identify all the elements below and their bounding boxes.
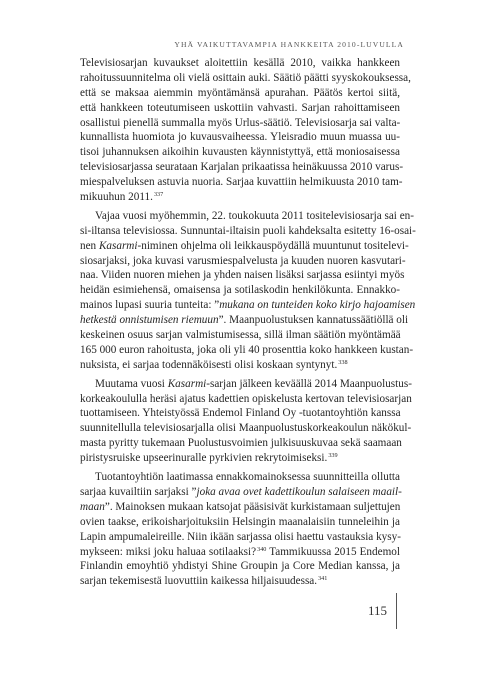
- text-line: [80, 116, 400, 131]
- text-line: [80, 239, 409, 254]
- text-run: ”. Maanpuolustuksen kannatussäätiöllä oli: [218, 314, 409, 327]
- text-line: [80, 175, 403, 190]
- text-run: tisoi juhannuksen aikoihin kuvausten käynnistyttyä, että moniosaisessa: [80, 146, 400, 159]
- text-line: [80, 392, 412, 407]
- text-line: [80, 268, 405, 283]
- text-line: [80, 145, 400, 160]
- text-run: että se maksaa aiemmin myöntämänsä apurahan. Päätös kertoi siitä,: [80, 86, 400, 99]
- text-run: Televisiosarjan kuvaukset aloitettiin kesällä 2010, vaikka hankkeen: [80, 57, 400, 69]
- text-run: korkeakoululla heräsi ajatus kadettien opiskelusta kertovan televisiosarjan: [80, 392, 412, 405]
- paragraph: [80, 470, 400, 589]
- italic-run: joka avaa ovet kadettikoulun salaiseen maail-: [196, 485, 402, 498]
- footnote-ref: 339: [328, 452, 338, 460]
- text-run: osallistui pienellä summalla myös Urlus-säätiö. Televisiosarja sai valta-: [80, 116, 401, 129]
- text-line: [80, 71, 411, 86]
- text-line: [80, 101, 400, 116]
- text-run: ”. Mainoksen mukaan katsojat pääsisivät kurkistamaan suljettujen: [104, 500, 401, 513]
- text-line: [80, 209, 414, 224]
- text-run: Finlandin emoyhtiö yhdistyi Shine Groupin ja Core Median kanssa, ja: [80, 560, 400, 573]
- text-run: sarjaa kuvailtiin sarjaksi ”: [80, 485, 197, 498]
- text-line: [80, 530, 400, 545]
- paragraph: [80, 56, 411, 205]
- text-run: suunnitellulla televisiosarjalla olisi Maanpuolustuskorkeakoulun näkökul-: [80, 422, 412, 435]
- text-line: [80, 358, 400, 373]
- text-line: [80, 377, 412, 392]
- italic-run: maan: [80, 500, 105, 513]
- text-run: siosarjaksi, joka kuvasi varusmiespalvelusta ja kuuden nuoren kasvutari-: [80, 254, 406, 267]
- text-line: [80, 190, 400, 205]
- text-run: piristysruiske upseerinuralle pyrkivien rekrytoimiseksi.: [80, 452, 328, 465]
- text-run: Tuotantoyhtiön laatimassa ennakkomainoksessa suunnitteilla ollutta: [95, 471, 400, 484]
- text-line: [80, 515, 400, 530]
- text-line: [80, 470, 400, 485]
- text-line: [80, 451, 400, 466]
- text-run: masta pyritty tukemaan Puolustusvoimien julkisuuskuvaa sekä saamaan: [80, 437, 402, 450]
- text-run: mainos lupasi suuria tunteita: ”: [80, 299, 220, 312]
- italic-run: hetkestä onnistumisen riemuun: [80, 314, 219, 327]
- text-line: [80, 500, 400, 515]
- page-number: 115: [368, 603, 388, 618]
- text-run: Tammikuussa 2015 Endemol: [266, 545, 400, 558]
- text-run: mykseen: miksi joku haluaa sotilaaksi?: [80, 545, 257, 558]
- text-run: nuksista, ei sarjaa todennäköisesti olisi koskaan syntynyt.: [80, 358, 338, 371]
- text-line: [80, 56, 400, 71]
- footnote-ref: 340: [257, 545, 267, 553]
- text-run: -sarjan jälkeen keväällä 2014 Maanpuolustus-: [206, 377, 412, 390]
- text-line: [80, 130, 400, 145]
- text-run: tuottamiseen. Yhteistyössä Endemol Finland Oy -tuotantoyhtiön kanssa: [80, 407, 401, 420]
- text-line: [80, 283, 400, 298]
- text-run: sarjan tekemisestä luovuttiin kaikessa hiljaisuudessa.: [80, 575, 318, 588]
- text-line: [80, 421, 412, 436]
- footnote-ref: 338: [338, 358, 348, 366]
- text-run: että hankkeen toteutumiseen uskottiin vahvasti. Sarjan rahoittamiseen: [80, 101, 400, 114]
- text-run: Lapin ampumaleireille. Niin ikään sarjassa olisi haettu vastauksia kysy-: [80, 530, 401, 543]
- text-run: naa. Viiden nuoren miehen ja yhden naisen lisäksi sarjassa esiintyi myös: [80, 269, 405, 282]
- italic-run: mukana on tunteiden koko kirjo hajoamisen: [219, 299, 416, 312]
- text-line: [80, 313, 409, 328]
- text-line: [80, 574, 400, 589]
- footnote-ref: 337: [153, 191, 164, 199]
- body-text: [80, 56, 416, 589]
- text-line: [80, 485, 400, 500]
- text-line: [80, 559, 400, 574]
- paragraph: [80, 209, 416, 373]
- italic-run: Kasarmi: [167, 377, 207, 390]
- text-line: [80, 328, 400, 343]
- text-run: televisiosarjassa seurataan Karjalan prikaatissa heinäkuussa 2010 varus-: [80, 161, 404, 174]
- text-line: [80, 160, 404, 175]
- footnote-ref: 341: [318, 575, 328, 583]
- text-run: Vajaa vuosi myöhemmin, 22. toukokuuta 2011 tositelevisiosarja sai en-: [95, 209, 414, 222]
- page-number-rule: [396, 593, 397, 629]
- text-run: miespalveluksen astuvia nuoria. Sarjaa kuvattiin helmikuusta 2010 tam-: [80, 176, 403, 189]
- text-run: 165 000 euron rahoitusta, joka oli yli 40 prosenttia koko hankkeen kustan-: [80, 343, 414, 356]
- text-line: [80, 545, 400, 560]
- text-run: -niminen ohjelma oli leikkauspöydällä muuntunut tositelevi-: [137, 239, 409, 252]
- text-line: [80, 298, 416, 313]
- text-run: rahoitussuunnitelma oli vielä osittain auki. Säätiö päätti syyskokouksessa,: [80, 71, 411, 84]
- text-run: ovien taakse, erikoisharjoituksiin Helsingin maanalaisiin tunneleihin ja: [80, 515, 400, 528]
- text-line: [80, 224, 416, 239]
- text-line: [80, 343, 414, 358]
- text-run: si-iltansa televisiossa. Sunnuntai-iltaisin puoli kahdeksalta esitetty 16-osai-: [80, 224, 416, 237]
- text-line: [80, 254, 406, 269]
- text-line: [80, 406, 400, 421]
- text-run: Muutama vuosi: [95, 377, 168, 390]
- text-run: kunnallista huomiota jo kuvausvaiheessa. Yleisradio muun muassa uu-: [80, 131, 400, 144]
- text-line: [80, 436, 400, 451]
- text-run: mikuuhun 2011.: [80, 191, 153, 204]
- text-run: nen: [80, 239, 99, 252]
- text-run: heidän esimiehensä, omaisensa ja sotilaskodin henkilökunta. Ennakko-: [80, 284, 400, 297]
- paragraph: [80, 377, 412, 466]
- text-run: keskeinen osuus sarjan valmistumisessa, sillä ilman säätiön myöntämää: [80, 329, 401, 342]
- italic-run: Kasarmi: [98, 239, 138, 252]
- running-head: YHÄ VAIKUTTAVAMPIA HANKKEITA 2010-LUVULLA: [174, 40, 404, 49]
- text-line: [80, 86, 400, 101]
